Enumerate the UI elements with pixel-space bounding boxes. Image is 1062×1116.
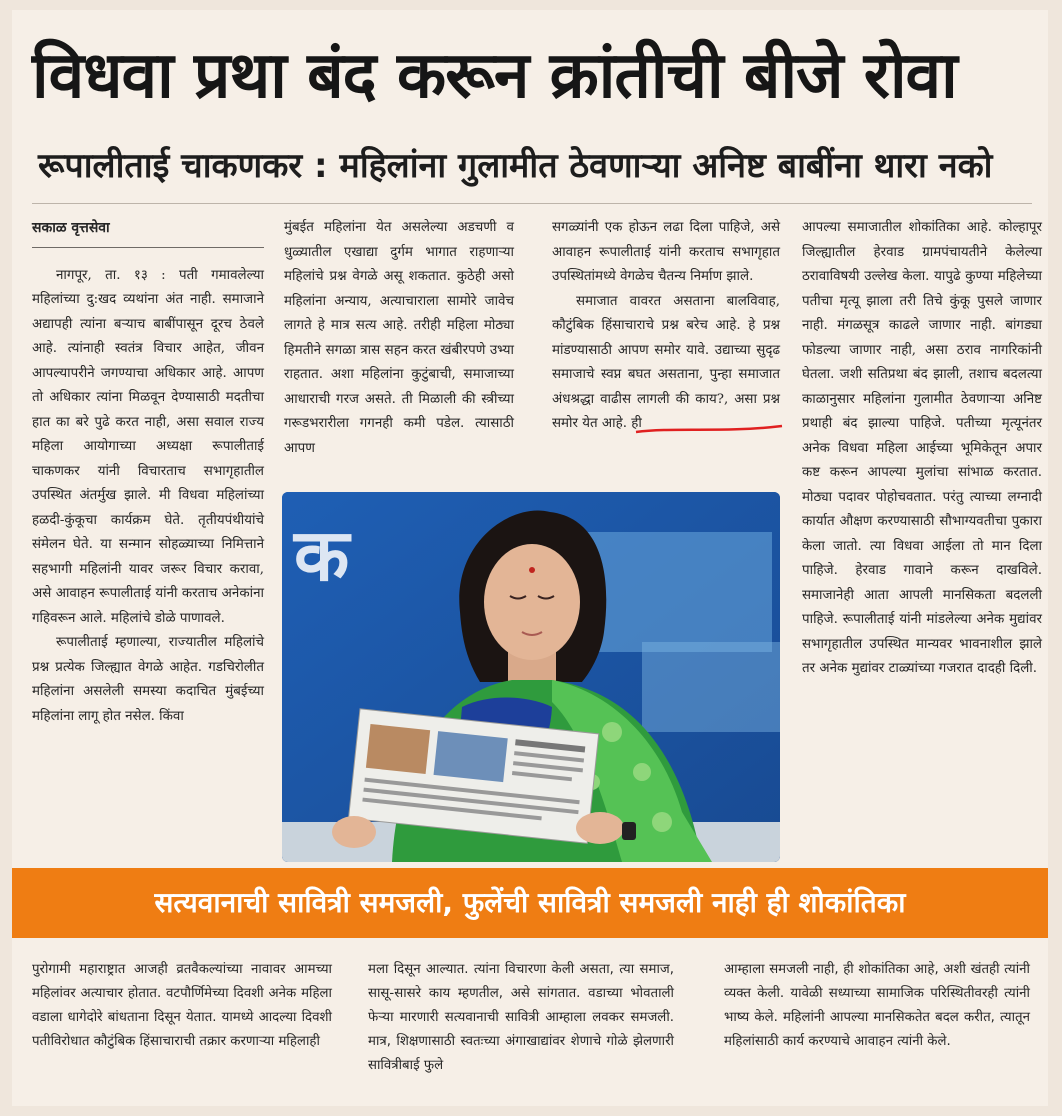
paragraph: मला दिसून आल्यात. त्यांना विचारणा केली असता, त्या समाज, सासू-सासरे काय म्हणतील, असे सांगतात. वडाच्या भोवताली फेऱ्या मारणारी सत्यवानाची सावित्री आम्हाला लवकर समजली. मात्र, शिक्षणासाठी स्वतःच्या अंगाखाद्यांवर शेणाचे गोळे झेलणारी सावित्रीबाई फुले <box>368 962 674 1073</box>
paragraph: नागपूर, ता. १३ : पती गमावलेल्या महिलांच्या दु:खद व्यथांना अंत नाही. समाजाने अद्यापही त्यांना बऱ्याच बाबींपासून दूरच ठेवले आहे. त्यांनाही स्वतंत्र विचार आहेत, जीवन आपल्यापरीने जगण्याचा अधिकार आहे. आपण तो अधिकार त्यांना मिळवून देण्यासाठी मदतीचा हात का बरे पुढे करत नाही, असा सवाल राज्य महिला आयोगाच्या अध्यक्षा रूपालीताई चाकणकर यांनी विचारताच सभागृहातील उपस्थित अंतर्मुख झाले. मी विधवा महिलांच्या हळदी-कुंकूचा कार्यक्रम घेते. तृतीयपंथीयांचे संमेलन घेते. या सन्मान सोहळ्याच्या निमित्ताने सहभागी महिलांनी यावर जरूर विचार करावा, असे आवाहन रूपालीताई यांनी करताच अनेकांना गहिवरून आले. महिलांचे डोळे पाणावले. <box>32 267 264 626</box>
article-column-3 <box>552 216 780 437</box>
paragraph: सगळ्यांनी एक होऊन लढा दिला पाहिजे, असे आवाहन रूपालीताई यांनी करताच सभागृहात उपस्थितांमध्ये वेगळेच चैतन्य निर्माण झाले. <box>552 220 780 284</box>
paragraph: समाजात वावरत असताना बालविवाह, कौटुंबिक हिंसाचाराचे प्रश्न बरेच आहे. हे प्रश्न मांडण्यासाठी आपण समोर यावे. उद्याच्या सुदृढ समाजाचे स्वप्न बघत असताना, पुन्हा समाजात अंधश्रद्धा वाढीस लागली की काय?, असा प्रश्न समोर येत आहे. ही <box>552 293 780 431</box>
box-column-2 <box>368 958 674 1078</box>
paragraph: मुंबईत महिलांना येत असलेल्या अडचणी व धुळ्यातील एखाद्या दुर्गम भागात राहणाऱ्या महिलांचे प्रश्न वेगळे असू शकतात. कुठेही असो महिलांना अन्याय, अत्याचाराला सामोरे जावेच लागते हे मात्र सत्य आहे. तरीही महिला मोठ्या हिमतीने सगळा त्रास सहन करत खंबीरपणे उभ्या राहतात. अशा महिलांना कुटुंबाची, समाजाच्या आधाराची गरज असते. ती मिळाली की स्त्रीच्या गरूडभरारीला गगनही कमी पडेल. त्यासाठी आपण <box>284 220 514 456</box>
article-column-1 <box>32 216 264 729</box>
newspaper-clipping <box>12 10 1048 1106</box>
subheadline: रूपालीताई चाकणकर : महिलांना गुलामीत ठेवणाऱ्या अनिष्ट बाबींना थारा नको <box>38 146 993 186</box>
box-column-3 <box>724 958 1030 1054</box>
box-column-1 <box>32 958 332 1054</box>
article-column-4 <box>802 216 1042 682</box>
byline: सकाळ वृत्तसेवा <box>32 216 264 248</box>
stage-banner-glyph: क <box>294 513 350 597</box>
headline: विधवा प्रथा बंद करून क्रांतीची बीजे रोवा <box>32 39 957 113</box>
article-column-2 <box>284 216 514 461</box>
header-divider <box>32 203 1032 204</box>
banner-title: सत्यवानाची सावित्री समजली, फुलेंची सावित्री समजली नाही ही शोकांतिका <box>154 886 906 919</box>
paragraph: आपल्या समाजातील शोकांतिका आहे. कोल्हापूर जिल्ह्यातील हेरवाड ग्रामपंचायतीने केलेल्या ठरावाविषयी उल्लेख केला. यापुढे कुण्या महिलेच्या पतीचा मृत्यू झाला तरी तिचे कुंकू पुसले जाणार नाही. मंगळसूत्र काढले जाणार नाही. बांगड्या फोडल्या जाणार नाही, असा ठराव नागरिकांनी घेतला. जशी सतिप्रथा बंद झाली, तशाच बदलत्या काळानुसार महिलांना गुलामीत ठेवणाऱ्या अनिष्ट प्रथाही बंद झाल्या पाहिजे. पतीच्या मृत्यूनंतर अनेक विधवा महिला आईच्या भूमिकेतून अपार कष्ट करून आपल्या मुलांचा सांभाळ करतात. मोठ्या पदावर पोहोचवतात. परंतु त्याच्या लग्नादी कार्यात औक्षण करण्यासाठी सौभाग्यवतीचा पुकारा केला जातो. त्या विधवा आईला तो मान दिला पाहिजे. हेरवाड गावाने करून दाखविले. समाजानेही आता आपली मानसिकता बदलली पाहिजे. रूपालीताई यांनी मांडलेल्या अनेक मुद्यांवर सभागृहातील उपस्थित मान्यवर भावनाशील झाले तर अनेक मुद्यांवर टाळ्यांच्या गजरात दादही दिली. <box>802 220 1042 676</box>
speaker-photo <box>282 492 780 862</box>
red-pen-underline <box>634 424 784 436</box>
paragraph: रूपालीताई म्हणाल्या, राज्यातील महिलांचे प्रश्न प्रत्येक जिल्ह्यात वेगळे आहेत. गडचिरोलीत महिलांना असलेली समस्या कदाचित मुंबईच्या महिलांना लागू होत नसेल. किंवा <box>32 635 264 724</box>
paragraph: पुरोगामी महाराष्ट्रात आजही व्रतवैकल्यांच्या नावावर आमच्या महिलांवर अत्याचार होतात. वटपौर्णिमेच्या दिवशी अनेक महिला वडाला धागेदोरे बांधताना दिसून येतात. यामध्ये आदल्या दिवशी पतीविरोधात कौटुंबिक हिंसाचाराची तक्रार करणाऱ्या महिलाही <box>32 962 332 1049</box>
quote-banner <box>12 868 1048 938</box>
paragraph: आम्हाला समजली नाही, ही शोकांतिका आहे, अशी खंतही त्यांनी व्यक्त केली. यावेळी सध्याच्या सामाजिक परिस्थितीवरही त्यांनी भाष्य केले. महिलांनी आपल्या मानसिकतेत बदल करीत, त्यातून महिलांसाठी कार्य करण्याचे आवाहन त्यांनी केले. <box>724 962 1030 1049</box>
